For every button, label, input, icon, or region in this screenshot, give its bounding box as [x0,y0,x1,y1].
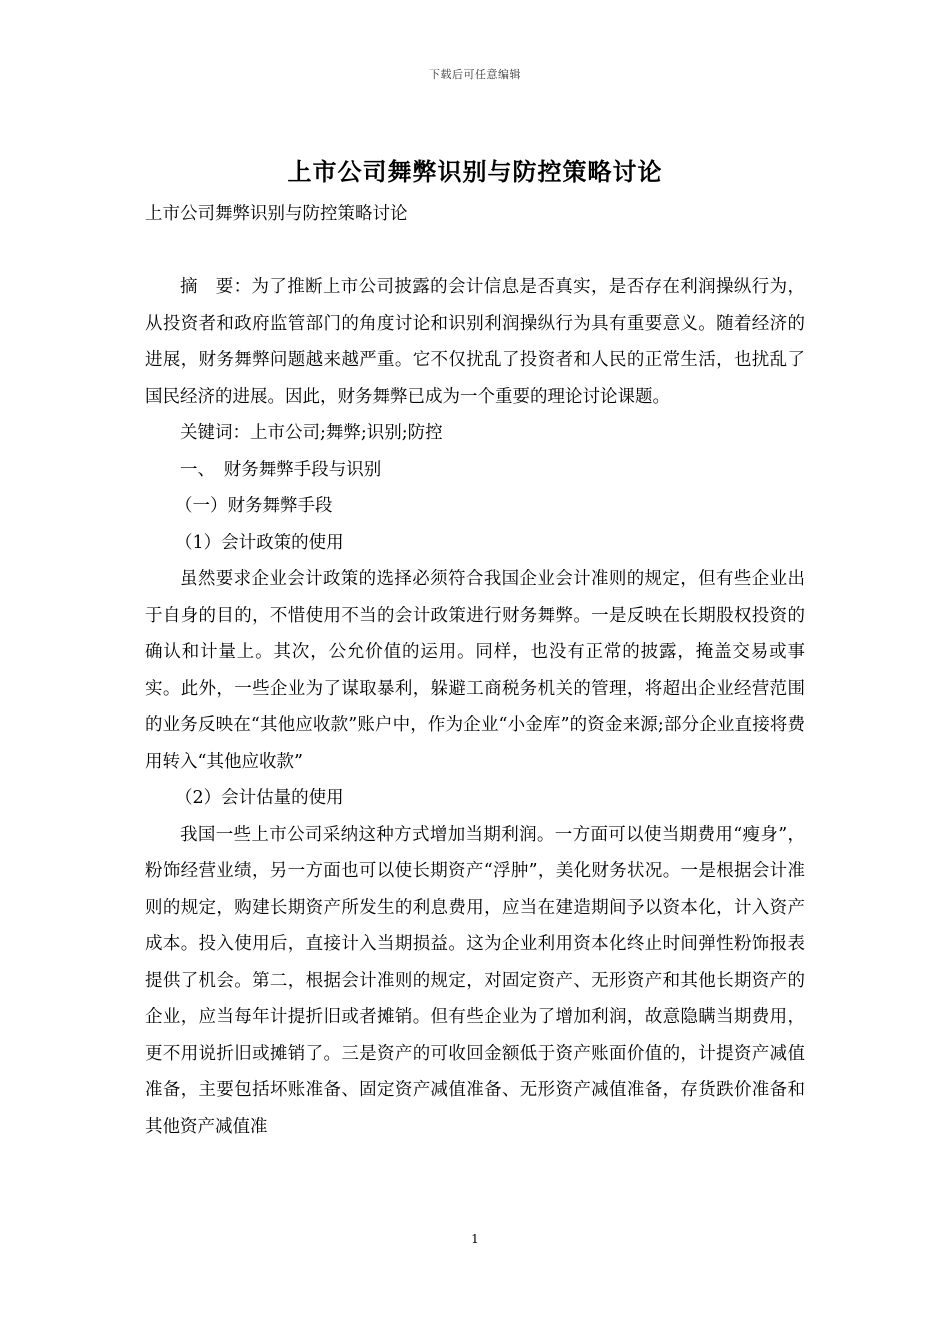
abstract-paragraph: 摘 要：为了推断上市公司披露的会计信息是否真实，是否存在利润操纵行为，从投资者和政府监管部门的角度讨论和识别利润操纵行为具有重要意义。随着经济的进展，财务舞弊问题越来越严重。它不仅扰乱了投资者和人民的正常生活，也扰乱了国民经济的进展。因此，财务舞弊已成为一个重要的理论讨论课题。 [145,277,805,407]
item-heading-2: （2）会计估量的使用 [175,788,344,808]
item-heading-1: （1）会计政策的使用 [175,532,344,553]
subsection-heading-1: （一）财务舞弊手段 [175,496,333,516]
page-header-note: 下载后可任意编辑 [429,68,521,81]
keywords-line: 关键词：上市公司;舞弊;识别;防控 [180,423,443,443]
document-title: 上市公司舞弊识别与防控策略讨论 [287,157,663,186]
item-body-2: 我国一些上市公司采纳这种方式增加当期利润。一方面可以使当期费用“瘦身”，粉饰经营业绩，另一方面也可以使长期资产“浮肿”，美化财务状况。一是根据会计准则的规定，购建长期资产所发生的利息费用，应当在建造期间予以资本化，计入资产成本。投入使用后，直接计入当期损益。这为企业利用资本化终止时间弹性粉饰报表提供了机会。第二，根据会计准则的规定，对固定资产、无形资产和其他长期资产的企业，应当每年计提折旧或者摊销。但有些企业为了增加利润，故意隐瞒当期费用，更不用说折旧或摊销了。三是资产的可收回金额低于资产账面价值的，计提资产减值准备，主要包括坏账准备、固定资产减值准备、无形资产减值准备，存货跌价准备和其他资产减值准 [145,824,805,1137]
document-subtitle: 上市公司舞弊识别与防控策略讨论 [145,204,408,224]
page-number: 1 [471,1232,479,1246]
section-heading-1: 一、 财务舞弊手段与识别 [180,459,382,480]
document-body [145,196,805,1145]
item-body-1: 虽然要求企业会计政策的选择必须符合我国企业会计准则的规定，但有些企业出于自身的目的，不惜使用不当的会计政策进行财务舞弊。一是反映在长期股权投资的确认和计量上。其次，公允价值的运用。同样，也没有正常的披露，掩盖交易或事实。此外，一些企业为了谋取暴利，躲避工商税务机关的管理，将超出企业经营范围的业务反映在“其他应收款”账户中，作为企业“小金库”的资金来源;部分企业直接将费用转入“其他应收款” [145,569,805,772]
